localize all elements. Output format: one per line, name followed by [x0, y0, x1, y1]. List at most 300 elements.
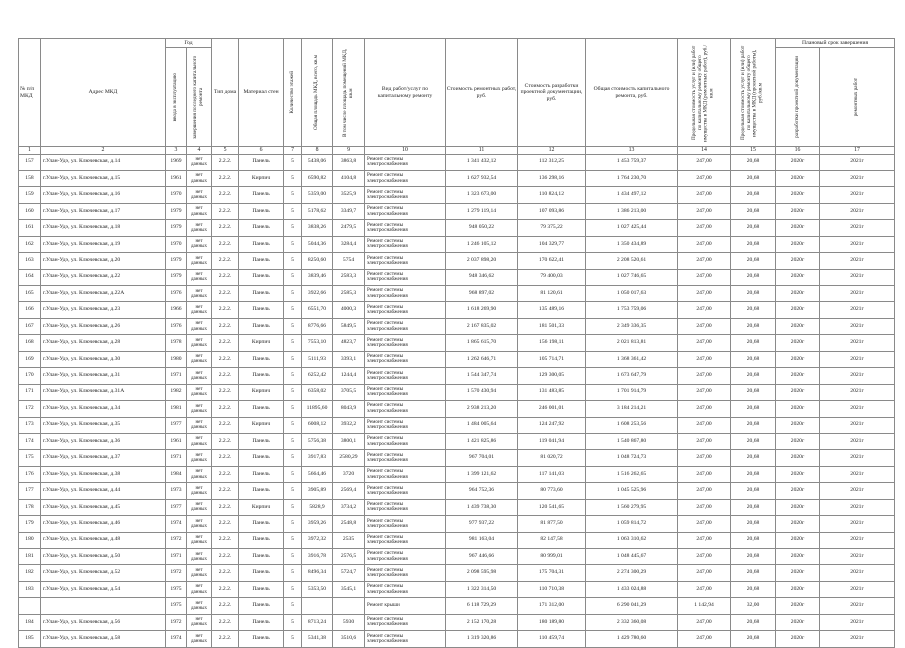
- plan-work-cell: 2021г: [820, 450, 895, 466]
- area-res-cell: 3525,9: [333, 187, 365, 203]
- design-cost-cell: 119 041,94: [518, 433, 586, 449]
- year-capital-cell: нет данных: [187, 433, 212, 449]
- row-number: 164: [19, 269, 41, 285]
- table-row: [19, 565, 895, 581]
- area-cell: 5359,00: [302, 187, 333, 203]
- year-built-cell: 1978: [166, 335, 187, 351]
- header-year-built-text: ввода в эксплуатацию: [172, 72, 179, 122]
- limit-repair-cell: 247,00: [678, 565, 731, 581]
- limit-design-cell: 20,68: [731, 466, 776, 482]
- work-type-cell: Ремонт системы электроснабжения: [365, 286, 446, 302]
- table-row: [19, 203, 895, 219]
- floors-cell: 5: [284, 516, 302, 532]
- table-row: [19, 483, 895, 499]
- wall-material-cell: Панель: [239, 187, 284, 203]
- total-cost-cell: 1 429 780,60: [586, 631, 678, 647]
- wall-material-cell: Панель: [239, 614, 284, 630]
- plan-design-cell: 2020г: [776, 581, 820, 597]
- total-cost-cell: 2 332 360,08: [586, 614, 678, 630]
- floors-cell: 5: [284, 581, 302, 597]
- row-number: 168: [19, 335, 41, 351]
- row-number: 172: [19, 401, 41, 417]
- work-type-cell: Ремонт системы электроснабжения: [365, 631, 446, 647]
- wall-material-cell: Панель: [239, 269, 284, 285]
- work-type-cell: Ремонт системы электроснабжения: [365, 384, 446, 400]
- work-type-cell: Ремонт системы электроснабжения: [365, 269, 446, 285]
- plan-work-cell: 2021г: [820, 170, 895, 186]
- plan-design-cell: 2020г: [776, 483, 820, 499]
- area-cell: 5044,36: [302, 236, 333, 252]
- header-limit-repair-text: Предельная стоимость услуг и (или) работ по капитальному ремонту общего имущества в МКД (ремонтных работ), руб./кв.м: [691, 43, 715, 142]
- row-number: 160: [19, 203, 41, 219]
- plan-work-cell: 2021г: [820, 614, 895, 630]
- floors-cell: 5: [284, 154, 302, 170]
- wall-material-cell: Панель: [239, 433, 284, 449]
- year-built-cell: 1977: [166, 499, 187, 515]
- floors-cell: 5: [284, 253, 302, 269]
- plan-work-cell: 2021г: [820, 483, 895, 499]
- row-number: 173: [19, 417, 41, 433]
- house-type-cell: 2.2.2.: [212, 581, 239, 597]
- row-number: 165: [19, 286, 41, 302]
- total-cost-cell: 1 386 213,00: [586, 203, 678, 219]
- plan-design-cell: 2020г: [776, 532, 820, 548]
- house-type-cell: 2.2.2.: [212, 170, 239, 186]
- floors-cell: 5: [284, 466, 302, 482]
- plan-work-cell: 2021г: [820, 417, 895, 433]
- area-res-cell: 3510,6: [333, 631, 365, 647]
- address-cell: г.Улан-Удэ, ул. Ключевская, д.31: [41, 368, 166, 384]
- floors-cell: 5: [284, 532, 302, 548]
- floors-cell: 5: [284, 549, 302, 565]
- limit-design-cell: 20,68: [731, 417, 776, 433]
- wall-material-cell: Панель: [239, 286, 284, 302]
- floors-cell: 5: [284, 483, 302, 499]
- row-number: 180: [19, 532, 41, 548]
- header-area-text: Общая площадь МКД, всего, кв.м: [313, 55, 320, 130]
- wall-material-cell: Панель: [239, 598, 284, 614]
- header-floors-text: Количество этажей: [288, 71, 295, 114]
- area-res-cell: 2576,5: [333, 549, 365, 565]
- header-plan-design: [776, 48, 820, 147]
- floors-cell: 5: [284, 614, 302, 630]
- header-plan-group: Плановый срок завершения: [776, 39, 895, 48]
- repair-cost-cell: 2 938 213,20: [446, 401, 518, 417]
- work-type-cell: Ремонт системы электроснабжения: [365, 187, 446, 203]
- limit-design-cell: 20,68: [731, 565, 776, 581]
- floors-cell: 5: [284, 236, 302, 252]
- address-cell: г.Улан-Удэ, ул. Ключевская, д.15: [41, 170, 166, 186]
- plan-design-cell: 2020г: [776, 203, 820, 219]
- address-cell: г.Улан-Удэ, ул. Ключевская, д.45: [41, 499, 166, 515]
- wall-material-cell: Кирпич: [239, 499, 284, 515]
- total-cost-cell: 1 059 814,72: [586, 516, 678, 532]
- limit-repair-cell: 247,00: [678, 384, 731, 400]
- year-built-cell: 1979: [166, 220, 187, 236]
- limit-repair-cell: 247,00: [678, 220, 731, 236]
- table-row: [19, 351, 895, 367]
- repair-cost-cell: 977 937,22: [446, 516, 518, 532]
- area-res-cell: [333, 598, 365, 614]
- year-built-cell: 1976: [166, 286, 187, 302]
- wall-material-cell: Панель: [239, 220, 284, 236]
- wall-material-cell: Кирпич: [239, 417, 284, 433]
- column-number: 11: [446, 147, 518, 155]
- plan-work-cell: 2021г: [820, 203, 895, 219]
- design-cost-cell: 81 120,61: [518, 286, 586, 302]
- plan-design-cell: 2020г: [776, 220, 820, 236]
- area-res-cell: 3705,5: [333, 384, 365, 400]
- address-cell: г.Улан-Удэ, ул. Ключевская, д.20: [41, 253, 166, 269]
- work-type-cell: Ремонт системы электроснабжения: [365, 614, 446, 630]
- design-cost-cell: 117 141,03: [518, 466, 586, 482]
- total-cost-cell: 1 027 746,65: [586, 269, 678, 285]
- address-cell: г.Улан-Удэ, ул. Ключевская, д.37: [41, 450, 166, 466]
- total-cost-cell: 2 274 300,29: [586, 565, 678, 581]
- table-row: [19, 154, 895, 170]
- house-type-cell: 2.2.2.: [212, 483, 239, 499]
- repair-cost-cell: 2 037 898,20: [446, 253, 518, 269]
- plan-design-cell: 2020г: [776, 302, 820, 318]
- table-row: [19, 368, 895, 384]
- house-type-cell: 2.2.2.: [212, 269, 239, 285]
- design-cost-cell: 105 714,71: [518, 351, 586, 367]
- plan-design-cell: 2020г: [776, 187, 820, 203]
- area-cell: 7553,10: [302, 335, 333, 351]
- area-res-cell: 3734,2: [333, 499, 365, 515]
- table-header: [19, 39, 895, 155]
- limit-design-cell: 20,68: [731, 318, 776, 334]
- repair-cost-cell: 1 439 738,30: [446, 499, 518, 515]
- house-type-cell: 2.2.2.: [212, 203, 239, 219]
- table-row: [19, 286, 895, 302]
- table-row: [19, 450, 895, 466]
- wall-material-cell: Панель: [239, 351, 284, 367]
- repair-cost-cell: 1 322 314,50: [446, 581, 518, 597]
- table-body: [19, 154, 895, 647]
- address-cell: г.Улан-Удэ, ул. Ключевская, д.56: [41, 614, 166, 630]
- plan-design-cell: 2020г: [776, 269, 820, 285]
- house-type-cell: 2.2.2.: [212, 401, 239, 417]
- row-number: 179: [19, 516, 41, 532]
- total-cost-cell: 1 048 724,73: [586, 450, 678, 466]
- year-built-cell: 1971: [166, 450, 187, 466]
- address-cell: г.Улан-Удэ, ул. Ключевская, д.58: [41, 631, 166, 647]
- header-total-cost: Общая стоимость капитального ремонта, руб.: [586, 39, 678, 147]
- year-capital-cell: нет данных: [187, 549, 212, 565]
- plan-work-cell: 2021г: [820, 581, 895, 597]
- column-number: 2: [41, 147, 166, 155]
- plan-work-cell: 2021г: [820, 516, 895, 532]
- address-cell: г.Улан-Удэ, ул. Ключевская, д.38: [41, 466, 166, 482]
- year-capital-cell: нет данных: [187, 483, 212, 499]
- house-type-cell: 2.2.2.: [212, 384, 239, 400]
- area-cell: 11895,60: [302, 401, 333, 417]
- year-built-cell: 1973: [166, 483, 187, 499]
- row-number: 174: [19, 433, 41, 449]
- year-built-cell: 1984: [166, 466, 187, 482]
- total-cost-cell: 1 540 867,80: [586, 433, 678, 449]
- area-res-cell: 2548,8: [333, 516, 365, 532]
- plan-design-cell: 2020г: [776, 598, 820, 614]
- year-capital-cell: нет данных: [187, 335, 212, 351]
- plan-design-cell: 2020г: [776, 170, 820, 186]
- row-number: 175: [19, 450, 41, 466]
- area-cell: 3905,89: [302, 483, 333, 499]
- limit-design-cell: 20,68: [731, 516, 776, 532]
- year-capital-cell: нет данных: [187, 154, 212, 170]
- address-cell: г.Улан-Удэ, ул. Ключевская, д.22: [41, 269, 166, 285]
- floors-cell: 5: [284, 368, 302, 384]
- area-res-cell: 5754: [333, 253, 365, 269]
- repair-cost-cell: 964 752,36: [446, 483, 518, 499]
- total-cost-cell: 1 368 361,42: [586, 351, 678, 367]
- year-capital-cell: нет данных: [187, 565, 212, 581]
- design-cost-cell: 170 622,41: [518, 253, 586, 269]
- plan-design-cell: 2020г: [776, 253, 820, 269]
- plan-design-cell: 2020г: [776, 318, 820, 334]
- year-capital-cell: нет данных: [187, 581, 212, 597]
- limit-repair-cell: 247,00: [678, 302, 731, 318]
- plan-design-cell: 2020г: [776, 549, 820, 565]
- area-cell: 8776,66: [302, 318, 333, 334]
- row-number: 167: [19, 318, 41, 334]
- limit-repair-cell: 247,00: [678, 368, 731, 384]
- plan-work-cell: 2021г: [820, 499, 895, 515]
- header-plan-work-text: ремонтных работ: [853, 77, 860, 117]
- limit-repair-cell: 247,00: [678, 549, 731, 565]
- house-type-cell: 2.2.2.: [212, 565, 239, 581]
- plan-design-cell: 2020г: [776, 565, 820, 581]
- total-cost-cell: 3 184 214,21: [586, 401, 678, 417]
- repair-cost-cell: 981 163,04: [446, 532, 518, 548]
- limit-repair-cell: 247,00: [678, 236, 731, 252]
- design-cost-cell: 104 329,77: [518, 236, 586, 252]
- repair-cost-cell: 1 570 430,94: [446, 384, 518, 400]
- area-res-cell: 1244,4: [333, 368, 365, 384]
- floors-cell: 5: [284, 302, 302, 318]
- area-cell: 8713,24: [302, 614, 333, 630]
- area-res-cell: 5930: [333, 614, 365, 630]
- design-cost-cell: 180 189,80: [518, 614, 586, 630]
- floors-cell: 5: [284, 220, 302, 236]
- house-type-cell: 2.2.2.: [212, 549, 239, 565]
- year-capital-cell: нет данных: [187, 253, 212, 269]
- area-res-cell: 3545,1: [333, 581, 365, 597]
- column-number: 6: [239, 147, 284, 155]
- work-type-cell: Ремонт системы электроснабжения: [365, 516, 446, 532]
- repair-cost-cell: 6 118 729,29: [446, 598, 518, 614]
- area-res-cell: 2569,4: [333, 483, 365, 499]
- year-built-cell: 1979: [166, 269, 187, 285]
- wall-material-cell: Кирпич: [239, 335, 284, 351]
- design-cost-cell: 107 093,86: [518, 203, 586, 219]
- work-type-cell: Ремонт системы электроснабжения: [365, 417, 446, 433]
- limit-repair-cell: 247,00: [678, 401, 731, 417]
- row-number: 161: [19, 220, 41, 236]
- year-built-cell: 1982: [166, 384, 187, 400]
- year-built-cell: 1979: [166, 253, 187, 269]
- area-res-cell: 2580,29: [333, 450, 365, 466]
- year-capital-cell: нет данных: [187, 187, 212, 203]
- limit-design-cell: 20,68: [731, 335, 776, 351]
- limit-design-cell: 20,68: [731, 483, 776, 499]
- limit-design-cell: 20,68: [731, 368, 776, 384]
- house-type-cell: 2.2.2.: [212, 318, 239, 334]
- year-capital-cell: нет данных: [187, 302, 212, 318]
- area-res-cell: 4823,7: [333, 335, 365, 351]
- work-type-cell: Ремонт системы электроснабжения: [365, 532, 446, 548]
- total-cost-cell: 2 021 813,81: [586, 335, 678, 351]
- plan-work-cell: 2021г: [820, 236, 895, 252]
- repair-cost-cell: 1 319 320,86: [446, 631, 518, 647]
- limit-design-cell: 20,68: [731, 450, 776, 466]
- plan-work-cell: 2021г: [820, 401, 895, 417]
- floors-cell: 5: [284, 203, 302, 219]
- total-cost-cell: 1 027 425,44: [586, 220, 678, 236]
- header-limit-repair: [678, 39, 731, 147]
- limit-repair-cell: 247,00: [678, 581, 731, 597]
- house-type-cell: 2.2.2.: [212, 187, 239, 203]
- total-cost-cell: 1 434 497,12: [586, 187, 678, 203]
- limit-design-cell: 20,68: [731, 253, 776, 269]
- table-row: [19, 335, 895, 351]
- column-number: 14: [678, 147, 731, 155]
- design-cost-cell: 181 501,33: [518, 318, 586, 334]
- repair-plan-sheet: [18, 38, 894, 648]
- house-type-cell: 2.2.2.: [212, 516, 239, 532]
- plan-work-cell: 2021г: [820, 220, 895, 236]
- area-cell: 5178,62: [302, 203, 333, 219]
- header-work-type: Вид работ/услуг по капитальному ремонту: [365, 39, 446, 147]
- plan-design-cell: 2020г: [776, 286, 820, 302]
- limit-repair-cell: 247,00: [678, 269, 731, 285]
- limit-design-cell: 20,68: [731, 351, 776, 367]
- row-number: 183: [19, 581, 41, 597]
- area-res-cell: 3800,1: [333, 433, 365, 449]
- repair-cost-cell: 1 341 432,12: [446, 154, 518, 170]
- repair-cost-cell: 968 897,02: [446, 286, 518, 302]
- year-built-cell: 1975: [166, 598, 187, 614]
- repair-cost-cell: 967 704,01: [446, 450, 518, 466]
- year-built-cell: 1970: [166, 236, 187, 252]
- column-number: 5: [212, 147, 239, 155]
- repair-cost-cell: 1 865 615,70: [446, 335, 518, 351]
- plan-design-cell: 2020г: [776, 433, 820, 449]
- design-cost-cell: 80 773,60: [518, 483, 586, 499]
- floors-cell: 5: [284, 433, 302, 449]
- plan-design-cell: 2020г: [776, 384, 820, 400]
- address-cell: г.Улан-Удэ, ул. Ключевская, д.52: [41, 565, 166, 581]
- plan-work-cell: 2021г: [820, 154, 895, 170]
- row-number: 171: [19, 384, 41, 400]
- year-capital-cell: нет данных: [187, 532, 212, 548]
- limit-repair-cell: 247,00: [678, 450, 731, 466]
- year-built-cell: 1969: [166, 154, 187, 170]
- floors-cell: 5: [284, 351, 302, 367]
- wall-material-cell: Панель: [239, 318, 284, 334]
- limit-design-cell: 20,68: [731, 220, 776, 236]
- table-row: [19, 499, 895, 515]
- limit-design-cell: 20,68: [731, 236, 776, 252]
- plan-design-cell: 2020г: [776, 450, 820, 466]
- area-res-cell: 3932,2: [333, 417, 365, 433]
- floors-cell: 5: [284, 286, 302, 302]
- floors-cell: 5: [284, 499, 302, 515]
- plan-work-cell: 2021г: [820, 598, 895, 614]
- address-cell: [41, 598, 166, 614]
- header-num: № п/п МКД: [19, 39, 41, 147]
- address-cell: г.Улан-Удэ, ул. Ключевская, д.44: [41, 483, 166, 499]
- limit-design-cell: 20,68: [731, 187, 776, 203]
- limit-design-cell: 32,00: [731, 598, 776, 614]
- repair-cost-cell: 2 098 595,98: [446, 565, 518, 581]
- total-cost-cell: 1 608 253,56: [586, 417, 678, 433]
- header-year-group: Год: [166, 39, 212, 48]
- header-area-res: [333, 39, 365, 147]
- wall-material-cell: Панель: [239, 302, 284, 318]
- design-cost-cell: 124 247,92: [518, 417, 586, 433]
- header-house-type: Тип дома: [212, 39, 239, 147]
- limit-repair-cell: 247,00: [678, 532, 731, 548]
- plan-design-cell: 2020г: [776, 335, 820, 351]
- limit-repair-cell: 247,00: [678, 614, 731, 630]
- plan-design-cell: 2020г: [776, 499, 820, 515]
- header-year-capital-text: завершения последнего капитального ремонта: [192, 55, 204, 139]
- area-cell: 5828,9: [302, 499, 333, 515]
- area-res-cell: 3284,4: [333, 236, 365, 252]
- area-cell: 6252,42: [302, 368, 333, 384]
- area-cell: 5438,06: [302, 154, 333, 170]
- address-cell: г.Улан-Удэ, ул. Ключевская, д.23: [41, 302, 166, 318]
- year-built-cell: 1980: [166, 351, 187, 367]
- limit-repair-cell: 247,00: [678, 483, 731, 499]
- column-number: 12: [518, 147, 586, 155]
- total-cost-cell: 1 050 017,63: [586, 286, 678, 302]
- plan-work-cell: 2021г: [820, 384, 895, 400]
- repair-plan-table: [18, 38, 895, 648]
- limit-repair-cell: 247,00: [678, 170, 731, 186]
- wall-material-cell: Панель: [239, 450, 284, 466]
- work-type-cell: Ремонт системы электроснабжения: [365, 433, 446, 449]
- table-row: [19, 170, 895, 186]
- area-cell: 5341,38: [302, 631, 333, 647]
- repair-cost-cell: 1 399 121,62: [446, 466, 518, 482]
- area-res-cell: 3863,8: [333, 154, 365, 170]
- year-capital-cell: нет данных: [187, 631, 212, 647]
- area-cell: 6551,70: [302, 302, 333, 318]
- limit-repair-cell: 247,00: [678, 499, 731, 515]
- area-res-cell: 2535: [333, 532, 365, 548]
- column-number: 13: [586, 147, 678, 155]
- row-number: 163: [19, 253, 41, 269]
- total-cost-cell: 1 350 434,89: [586, 236, 678, 252]
- limit-repair-cell: 247,00: [678, 318, 731, 334]
- year-capital-cell: нет данных: [187, 401, 212, 417]
- plan-work-cell: 2021г: [820, 532, 895, 548]
- house-type-cell: 2.2.2.: [212, 499, 239, 515]
- house-type-cell: 2.2.2.: [212, 335, 239, 351]
- floors-cell: 5: [284, 417, 302, 433]
- year-built-cell: 1979: [166, 203, 187, 219]
- plan-work-cell: 2021г: [820, 466, 895, 482]
- address-cell: г.Улан-Удэ, ул. Ключевская, д.18: [41, 220, 166, 236]
- table-row: [19, 614, 895, 630]
- wall-material-cell: Панель: [239, 368, 284, 384]
- row-number: 184: [19, 614, 41, 630]
- plan-design-cell: 2020г: [776, 154, 820, 170]
- area-cell: 3972,32: [302, 532, 333, 548]
